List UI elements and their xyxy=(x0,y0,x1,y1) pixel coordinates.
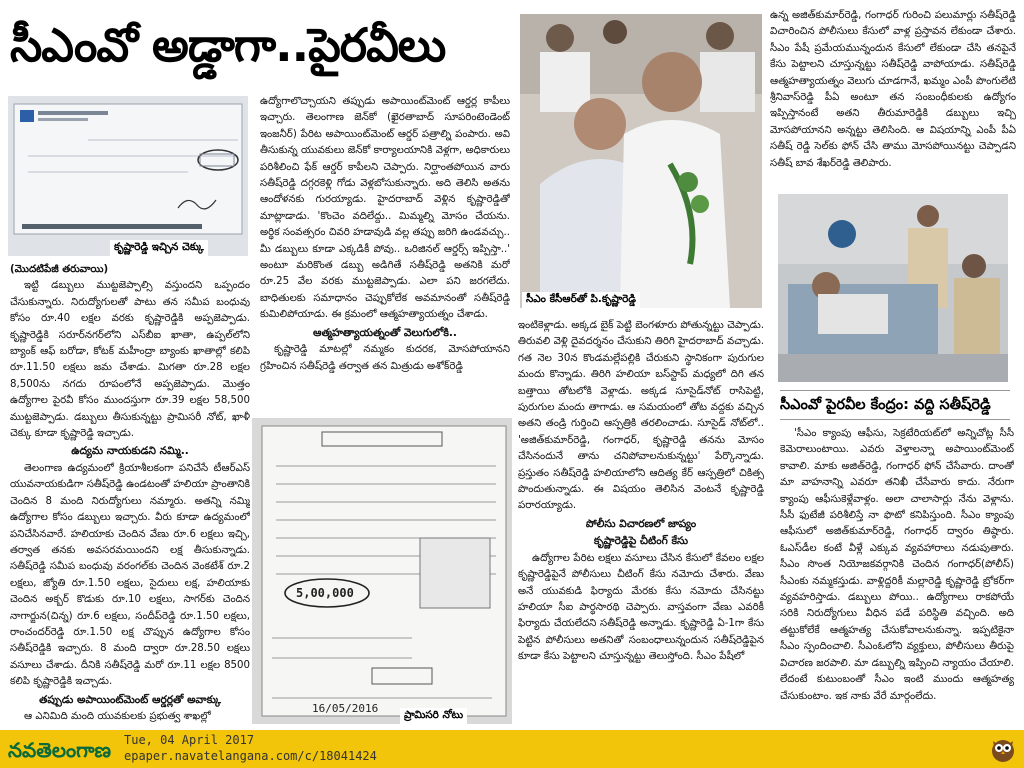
cheque-caption: కృష్ణారెడ్డి ఇచ్చిన చెక్కు xyxy=(110,240,208,257)
kcr-caption: సీఎం కేసీఆర్‌తో పి.కృష్ణారెడ్డి xyxy=(522,292,640,309)
col2-subhead-1: ఆత్మహత్యాయత్నంతో వెలుగులోకి.. xyxy=(313,326,457,339)
kcr-image xyxy=(520,14,762,308)
promissory-note-image xyxy=(252,418,512,724)
cheque-photo xyxy=(8,96,248,256)
note-amount: 5,00,000 xyxy=(296,586,354,600)
side-story-paragraph: 'సీఎం క్యాంపు ఆఫీసు, సెక్రటేరియట్‌లో అన్నిచోట్ల సీసీ కెమెరాలుంటాయి. ఎవరు వెళ్తాలన్నా అపాయింట్‌మెంట్ కావాలి. మాకు అజిత్‌రెడ్డి, గంగాధర్ ఫోన్ చేసేవారు. దాంతో మా వాహనాన్ని ఎవరూ తనిఖీ చేసేవారు కాదు. నేరుగా క్యాంపు ఆఫీసుకెళ్లేవాళ్లం. అలా చాలాసార్లు నేను వెళ్లాను. సీసీ ఫుటేజీ పరిశీలిస్తే నా ఫొటో కనిపిస్తుంది. సీఎం క్యాంపు ఆఫీసులో అజిత్‌కుమార్‌రెడ్డి, గంగాధర్ ద్వారం తిష్ఠారు. ఓఎస్‌డీల కంటే వీళ్లే ఎక్కువ వ్యవహారాలు నడుపుతారు. సీఎం సొంత నియోజకవర్గానికి చెందిన గంగాధర్(పోలీస్) సీఎంకు నమ్మకస్తుడు. వాళ్లిద్దరికీ మల్లారెడ్డి కృష్ణారెడ్డి బ్రోకర్‌గా వ్యవహరిస్తాడు. డబ్బులు పోయి.. ఉద్యోగాలు రాకపోయే సరికి నిరుద్యోగులు వీధిన పడే పరిస్థితి వచ్చింది. అది తట్టుకోలేకే ఆత్మహత్య చేసుకోవాలనుకున్నా. ఇప్పటికైనా సీఎం స్పందించాలి. సీఎంఓలోని వ్యక్తులు, పోలీసులు తీరుపై విచారణ జరపాలి. మా డబ్బుల్ని ఇప్పించి న్యాయం చేయాలి. లేదంటే కుటుంబంతో సీఎం ఇంటి ముందు ఆత్మహత్య చేసుకుంటాం. ఇక నాకు వేరే మార్గంలేదు. xyxy=(780,428,1014,702)
col1-paragraph-1: ఇట్టి డబ్బులు ముట్టజెప్పాల్సి వస్తుందని ఒప్పందం చేసుకున్నారు. నిరుద్యోగులతో పాటు తన సమీప బంధువు కోసం రూ.40 లక్షల వరకు కృష్ణారెడ్డికి అప్పజెప్పాడు. కృష్ణారెడ్డికి సరూర్‌నగర్‌లోని ఎస్‌బీఐ ఖాతా, ఉప్పల్‌లోని బ్యాంక్ ఆఫ్ బరోడా, కోటక్ మహీంద్రా బ్యాంకు ఖాతాల్లో కలిపి రూ.11.50 లక్షలు జమ చేశాడు. మిగతా రూ.28 లక్షల 8,500ను నగదు రూపంలోనే అప్పజెప్పాడు. మొత్తం ఉద్యోగాల పైరవీ కోసం ముందస్తుగా రూ.39 లక్షల 58,500 ముట్టజెప్పాడు. డబ్బులు తీసుకున్నట్టు ప్రామిసరీ నోట్, ఖాళీ చెక్కు కూడా కృష్ణారెడ్డి ఇచ్చాడు. xyxy=(10,280,250,440)
article-column-2 xyxy=(260,94,510,416)
hospital-photo xyxy=(778,194,1008,382)
col3-paragraph-2: ఉద్యోగాల పేరిట లక్షలు వసూలు చేసిన కేసులో కేవలం లక్షల కృష్ణారెడ్డిపైనే పోలీసులు చీటింగ్ కేసు నమోదు చేశారు. వేణు అనే యువకుడి ఫిర్యాదు మేరకు కేసు నమోదు చేసినట్టు హలియా సీఐ పార్థసారథి చెప్పారు. వాస్తవంగా వేణు ఎవరికీ ఫిర్యాదు చేయలేదని సతీష్‌రెడ్డి అన్నాడు. కృష్ణారెడ్డి ఏ-1గా కేసు పెట్టిన పోలీసులు అతనితో సంబంధాలున్నందున సతీష్‌రెడ్డిపైన కూడా కేసు పెట్టాలని చూస్తున్నట్టు తెలుస్తోంది. సీఎం పేషీలో xyxy=(518,552,764,663)
col4-paragraph-1: ఉన్న అజిత్‌కుమార్‌రెడ్డి, గంగాధర్ గురించి పలుమార్లు సతీష్‌రెడ్డి విచారించిన పోలీసులు కేసులో వాళ్ల ప్రస్తావన లేకుండా చేశారు. సీఎం పేషీ ప్రమేయమున్నందున కేసులో లేకుండా చేసి తనపైనే కేసు పెట్టాలని చూస్తున్నట్టు సతీష్‌రెడ్డి వాపోయాడు. సతీష్‌రెడ్డి ఆత్మహత్యాయత్నం వెలుగు చూడగానే, ఖమ్మం ఎంపీ పొంగులేటి శ్రీనివాస్‌రెడ్డి పీఏ అంటూ తన సంబంధీకులకు ఉద్యోగం ఇప్పిస్తానంటే అతని తీరుమారెడ్డికి డబ్బులు ఇచ్చి మోసపోయానని అన్నట్టు తెలిసింది. ఆ విషయాన్ని ఎంపీ పీఏ సతీష్ రెడ్డి సెల్‌కు ఫోన్ చేసి తాము మోసపోయినట్టు చెప్పాడని సతీష్ బావ శేఖర్‌రెడ్డి తెలిపారు. xyxy=(770,10,1016,169)
col1-subhead-2: తప్పుడు అపాయింట్‌మెంట్ ఆర్డర్లతో అవాక్కు xyxy=(39,693,221,706)
headline: సీఎంవో అడ్డాగా..పైరవీలు xyxy=(10,18,446,72)
col1-paragraph-3: ఆ ఎనిమిది మంది యువకులకు ప్రభుత్వ శాఖల్లో xyxy=(24,710,211,722)
col3-subhead-1: పోలీసు విచారణలో జాప్యం xyxy=(585,517,697,530)
col3-subhead-2: కృష్ణారెడ్డిపై చీటింగ్ కేసు xyxy=(593,535,689,548)
col2-paragraph-1: ఉద్యోగాలొచ్చాయని తప్పుడు అపాయింట్‌మెంట్ ఆర్డర్ల కాపీలు ఇచ్చారు. తెలంగాణ జెన్‌కో (ఖైరతాబాద్ సూపరింటెండెంట్ ఇంజనీర్) పేరిట అపాయింట్‌మెంట్ ఆర్డర్ పత్రాల్ని పంపారు. అవి తీసుకున్న యువకులు జెన్‌కో కార్యాలయానికి వెళ్లగా, అధికారులు పరిశీలించి ఫేక్ ఆర్డర్ కాపీలని చెప్పారు. నిర్ఘాంతపోయిన వారు సతీష్‌రెడ్డి దగ్గరకెళ్లి గోడు వెళ్లబోసుకున్నారు. అది తెలిసి అతను ఆందోళనకు గురయ్యాడు. హైదరాబాద్ వెళ్లిన కృష్ణారెడ్డితో మాట్లాడాడు. 'కొంచెం వదిలేద్దు.. మిమ్మల్ని మోసం చేయను. అర్థిక సంవత్సరం చివరి హడావుడి వల్ల తప్పు జరిగి ఉండవచ్చు.. మీ డబ్బులు కూడా ఎక్కడికీ పోవు.. ఒరిజినల్ ఆర్డర్స్ ఇప్పిస్తా..' అంటూ మరికొంత డబ్బు అడిగితే సతీష్‌రెడ్డి అతనికి మరో రూ.25 వేల వరకు ముట్టజెప్పాడు. ఎలా పని జరగలేదు. బాధితులకు సమాధానం చెప్పుకోలేక అవమానంతో సతీష్‌రెడ్డి కుమిలిపోయాడు. ఈ క్రమంలో ఆత్మహత్యాయత్నం చేశాడు. xyxy=(260,96,510,321)
col2-paragraph-2: కృష్ణారెడ్డి మాటల్లో నమ్మకం కుదరక, మోసపోయానని గ్రహించిన సతీష్‌రెడ్డి తర్వాత తన మిత్రుడు అశోక్‌రెడ్డి xyxy=(260,344,510,372)
edition-date: Tue, 04 April 2017 xyxy=(124,733,255,747)
epaper-link[interactable]: epaper.navatelangana.com/c/18041424 xyxy=(124,749,377,763)
article-column-1 xyxy=(10,262,250,724)
owl-icon[interactable] xyxy=(990,735,1016,763)
newspaper-logo[interactable]: నవతెలంగాణ xyxy=(8,738,112,762)
article-column-4 xyxy=(770,8,1016,186)
note-date: 16/05/2016 xyxy=(312,702,379,715)
col1-subhead-1: ఉద్యమ నాయకుడని నమ్మి.. xyxy=(71,445,189,458)
side-story-column xyxy=(780,426,1014,724)
continued-label: (మొదటిపేజీ తరువాయి) xyxy=(10,264,109,275)
cheque-image xyxy=(8,96,248,256)
footer-bar xyxy=(0,730,1024,768)
promissory-note-photo xyxy=(252,418,512,724)
col1-paragraph-2: తెలంగాణ ఉద్యమంలో క్రియాశీలకంగా పనిచేసే టీఆర్ఎస్ యువనాయకుడిగా సతీష్‌రెడ్డి ఉండటంతో హలియా ప్రాంతానికి చెందిన 8 మంది నిరుద్యోగులు నమ్మారు. అతన్ని నమ్మి ఉద్యోగాల కోసం డబ్బులు ఇచ్చారు. వీరు కూడా ఉద్యమంలో పనిచేసినవారే. హలియాకు చెందిన వేణు రూ.6 లక్షలు ఇచ్చి, తర్వాత తనకు అవసరమయిందని లక్ష తీసుకున్నాడు. సతీష్‌రెడ్డి సమీప బంధువు వరంగల్‌కు చెందిన వెంకటేశ్ రూ.2 లక్షలు, జ్యోతి రూ.1.50 లక్షలు, సైదులు లక్ష, హలియాకు చెందిన అక్బర్ కొడుకు రూ.10 లక్షలు, సాగర్‌కు చెందిన నాగార్జున(చిన్న) రూ.6 లక్షలు, సందీప్‌రెడ్డి రూ.1.50 లక్షలు, రాంచందర్‌రెడ్డి రూ.1.50 లక్ష చొప్పున ఉద్యోగాల కోసం సతీష్‌రెడ్డికి ఇచ్చారు. 8 మంది ద్వారా రూ.28.50 లక్షలు వసూలు చేశాడు. దీనికి సతీష్‌రెడ్డి మరో రూ.11 లక్షల 8500 కలిపి కృష్ణారెడ్డికి ఇచ్చాడు. xyxy=(10,462,250,688)
article-column-3 xyxy=(518,318,764,724)
side-story-heading: సీఎంవో పైరవీల కేంద్రం: వద్ది సతీష్‌రెడ్డి xyxy=(780,390,1010,420)
hospital-image xyxy=(778,194,1008,382)
col3-paragraph-1: ఇంటికెళ్లాడు. అక్కడ బైక్ పెట్టి బెంగళూరు పోతున్నట్టు చెప్పాడు. తిరువలి వెళ్లి దైవదర్శనం చేసుకుని తిరిగి హైదరాబాద్ వచ్చాడు. గత నెల 30న కొండమల్లేపల్లికి చేరుకుని స్థానికంగా పురుగుల మందు కొన్నాడు. తిరిగి హలియా బస్‌స్టాప్ మధ్యలో దిగి తన బత్తాయి తోటలోకి వెళ్లాడు. అక్కడ సూసైడ్‌నోట్ రాసిపెట్టి, పురుగుల మందు తాగాడు. ఆ సమయంలో తోట వద్దకు వచ్చిన అతని తండ్రి గుర్తించి ఆస్పత్రికి తరలించాడు. సూసైడ్ నోట్‌లో.. 'అజిత్‌కుమార్‌రెడ్డి, గంగాధర్, కృష్ణారెడ్డి తనను మోసం చేసినందునే తాను చనిపోవాలనుకున్నట్టు' పేర్కొన్నాడు. ప్రస్తుతం సతీష్‌రెడ్డి హలియాలోని ఆదిత్య కేర్ ఆస్పత్రిలో చికిత్స పొందుతున్నాడు. ఈ విషయం తెలిసిన వెంటనే కృష్ణారెడ్డి పరారయ్యాడు. xyxy=(518,320,764,512)
kcr-photo xyxy=(520,14,762,308)
note-caption: ప్రామిసరి నోటు xyxy=(400,708,467,725)
